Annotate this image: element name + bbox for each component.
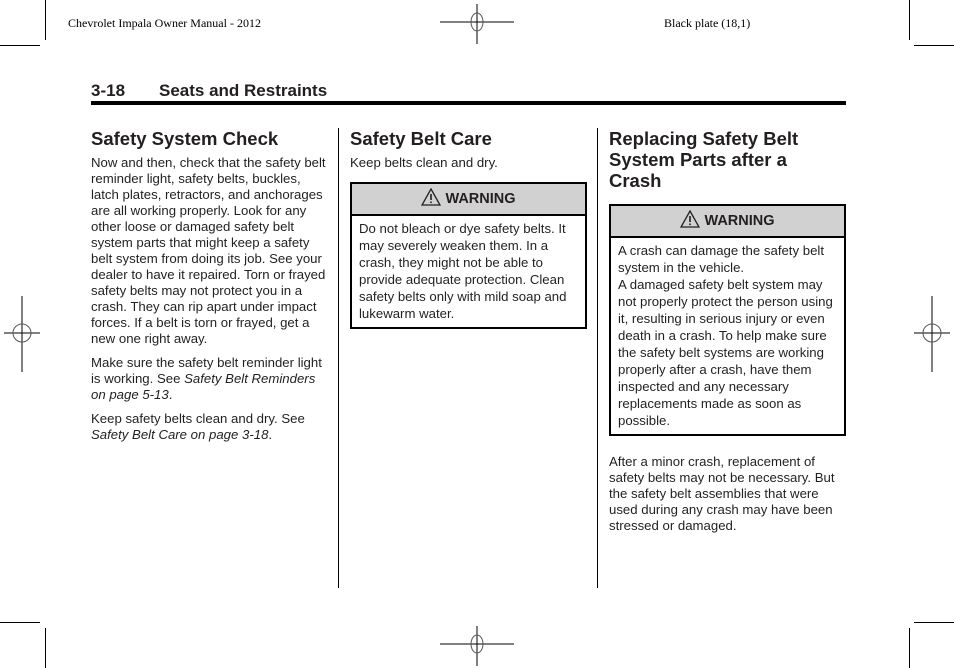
paragraph: Now and then, check that the safety belt reminder light, safety belts, buckles, latch plates, retractors, and anchorages are all working properly. Look for any other loose or damaged safety belt system parts that might keep a safety belt system from doing its job. See your dealer to have it repaired. Torn or frayed safety belts may not protect you in a crash. They can rip apart under impact forces. If a belt is torn or frayed, get a new one right away. (91, 155, 326, 346)
column-divider (597, 128, 598, 588)
chapter-rule (91, 101, 846, 105)
section-heading: Safety System Check (91, 128, 279, 149)
warning-label: WARNING (445, 191, 516, 207)
warning-box (609, 204, 846, 436)
running-header-right: Black plate (18,1) (664, 16, 751, 30)
chapter-header (91, 81, 327, 101)
warning-header (611, 206, 844, 238)
warning-text: A damaged safety belt system may not properly protect the person using it, resulting in serious injury or even death in a crash. To help make sure the safety belt systems are working properly after a crash, have them inspected and any necessary replacements made as soon as possible. (618, 277, 833, 428)
registration-mark-icon (910, 296, 954, 372)
registration-mark-icon (440, 626, 514, 666)
crop-mark (45, 0, 46, 40)
crop-mark (45, 628, 46, 668)
registration-mark-icon (0, 296, 44, 372)
warning-header (352, 184, 585, 216)
warning-body (611, 238, 844, 434)
paragraph: Keep belts clean and dry. (350, 155, 498, 170)
running-header-left: Chevrolet Impala Owner Manual - 2012 (68, 16, 261, 30)
page-number: 3-18 (91, 81, 126, 100)
section-heading: Replacing Safety Belt System Parts after a Crash (609, 128, 799, 191)
crop-mark (914, 622, 954, 623)
crop-mark (909, 628, 910, 668)
crop-mark (0, 45, 40, 46)
cross-reference-link[interactable]: Safety Belt Reminders on page 5-13 (91, 371, 316, 402)
warning-triangle-icon (421, 188, 441, 206)
chapter-title: Seats and Restraints (159, 81, 328, 100)
cross-reference-link[interactable]: Safety Belt Care on page 3-18 (91, 427, 269, 442)
warning-text: Do not bleach or dye safety belts. It may severely weaken them. In a crash, they might not be able to provide adequate protection. Clean safety belts only with mild soap and lukewarm water. (359, 221, 567, 321)
warning-label: WARNING (704, 213, 775, 229)
column-divider (338, 128, 339, 588)
warning-box (350, 182, 587, 329)
paragraph: Keep safety belts clean and dry. See Safety Belt Care on page 3-18. (91, 411, 305, 442)
crop-mark (909, 0, 910, 40)
registration-mark-icon (440, 4, 514, 44)
section-heading: Safety Belt Care (350, 128, 492, 149)
column-safety-system-check (91, 128, 329, 451)
warning-triangle-icon (680, 210, 700, 228)
crop-mark (914, 45, 954, 46)
paragraph: Make sure the safety belt reminder light is working. See Safety Belt Reminders on page 5-13. (91, 355, 322, 402)
warning-body (352, 216, 585, 327)
column-replacing-parts (609, 128, 846, 542)
paragraph: After a minor crash, replacement of safety belts may not be necessary. But the safety belt assemblies that were used during any crash may have been stressed or damaged. (609, 454, 835, 533)
column-safety-belt-care (350, 128, 587, 329)
crop-mark (0, 622, 40, 623)
warning-text: A crash can damage the safety belt system in the vehicle. (618, 243, 824, 275)
